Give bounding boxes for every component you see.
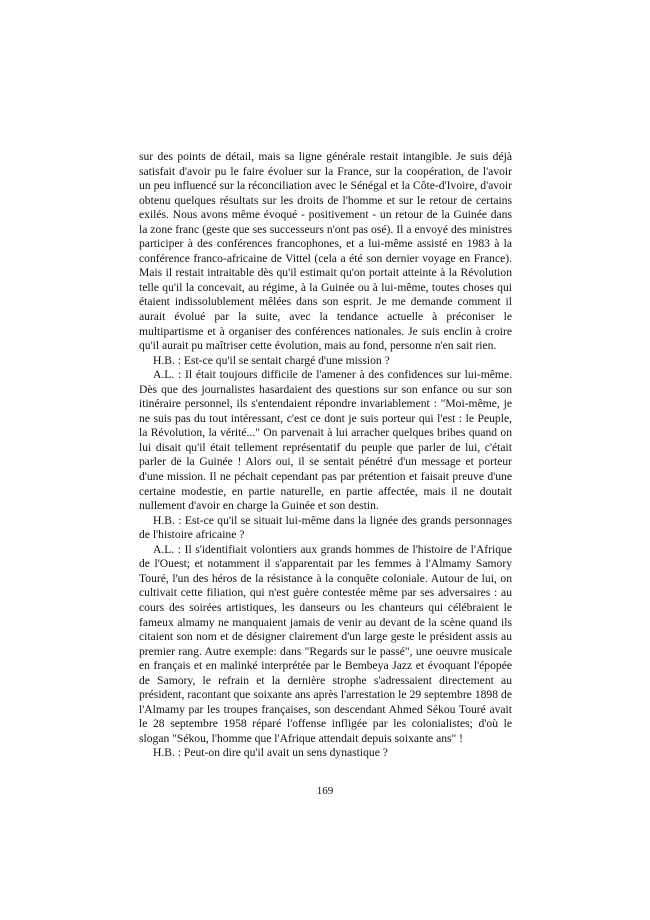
page-number: 169 xyxy=(316,785,334,797)
paragraph-question-lineage: H.B. : Est-ce qu'il se situait lui-même dans la lignée des grands personnages de l'histoire africaine ? xyxy=(139,513,512,542)
paragraph-question-mission: H.B. : Est-ce qu'il se sentait chargé d'une mission ? xyxy=(153,353,390,367)
paragraph-answer-lineage: A.L. : Il s'identifiait volontiers aux grands hommes de l'histoire de l'Afrique de l'Ouest; et notamment il s'apparentait par les femmes à l'Almamy Samory Touré, l'un des héros de la résistance à la conquête coloniale. Autour de lui, on cultivait cette filiation, qui n'est guère contestée même par ses adversaires : au cours des soirées artistiques, les danseurs ou les chanteurs qui célébraient le fameux almamy ne manquaient jamais de venir au devant de la scène quand ils citaient son nom et de désigner clairement d'un large geste le président assis au premier rang. Autre exemple: dans "Regards sur le passé", une oeuvre musicale en français et en malinké interprétée par le Bembeya Jazz et évoquant l'épopée de Samory, le refrain et la dernière strophe s'adressaient directement au président, racontant que soixante ans après l'arrestation le 29 septembre 1898 de l'Almamy par les troupes françaises, son descendant Ahmed Sékou Touré avait le 28 septembre 1958 réparé l'offense infligée par les colonialistes; d'où le slogan "Sékou, l'homme que l'Afrique attendait depuis soixante ans" ! xyxy=(139,542,512,745)
paragraph-question-dynastic: H.B. : Peut-on dire qu'il avait un sens dynastique ? xyxy=(153,746,388,760)
paragraph-answer-mission: A.L. : Il était toujours difficile de l'amener à des confidences sur lui-même. Dès que des journalistes hasardaient des questions sur son enfance ou sur son itinéraire personnel, ils s'entendaient répondre invariablement : "Moi-même, je ne suis pas du tout intéressant, c'est ce dont je suis porteur qui l'est : le Peuple, la Révolution, la vérité..." On parvenait à lui arracher quelques bribes quand on lui disait qu'il était tellement représentatif du peuple que parler de lui, c'était parler de la Guinée ! Alors oui, il se sentait pénétré d'un message et porteur d'une mission. Il ne péchait cependant pas par prétention et faisait preuve d'une certaine modestie, en partie naturelle, en partie affectée, mais il ne doutait nullement d'avoir en charge la Guinée et son destin. xyxy=(139,368,512,513)
paragraph-continuation: sur des points de détail, mais sa ligne générale restait intangible. Je suis déjà satisfait d'avoir pu le faire évoluer sur la France, sur la coopération, de l'avoir un peu influencé sur la réconciliation avec le Sénégal et la Côte-d'Ivoire, d'avoir obtenu quelques résultats sur les droits de l'homme et sur le retour de certains exilés. Nous avons même évoqué - positivement - un retour de la Guinée dans la zone franc (geste que ses successeurs n'ont pas osé). Il a envoyé des ministres participer à des conférences francophones, et a lui-même assisté en 1983 à la conférence franco-africaine de Vittel (cela a été son dernier voyage en France). Mais il restait intraitable dès qu'il estimait qu'on portait atteinte à la Révolution telle qu'il la concevait, au régime, à la Guinée ou à lui-même, toutes choses qui étaient indissolublement mêlées dans son esprit. Je me demande comment il aurait évolué par la suite, avec la tendance actuelle à préconiser le multipartisme et à organiser des conférences nationales. Je suis enclin à croire qu'il aurait pu maîtriser cette évolution, mais au fond, personne n'en sait rien. xyxy=(139,150,512,353)
body-text xyxy=(139,150,512,761)
